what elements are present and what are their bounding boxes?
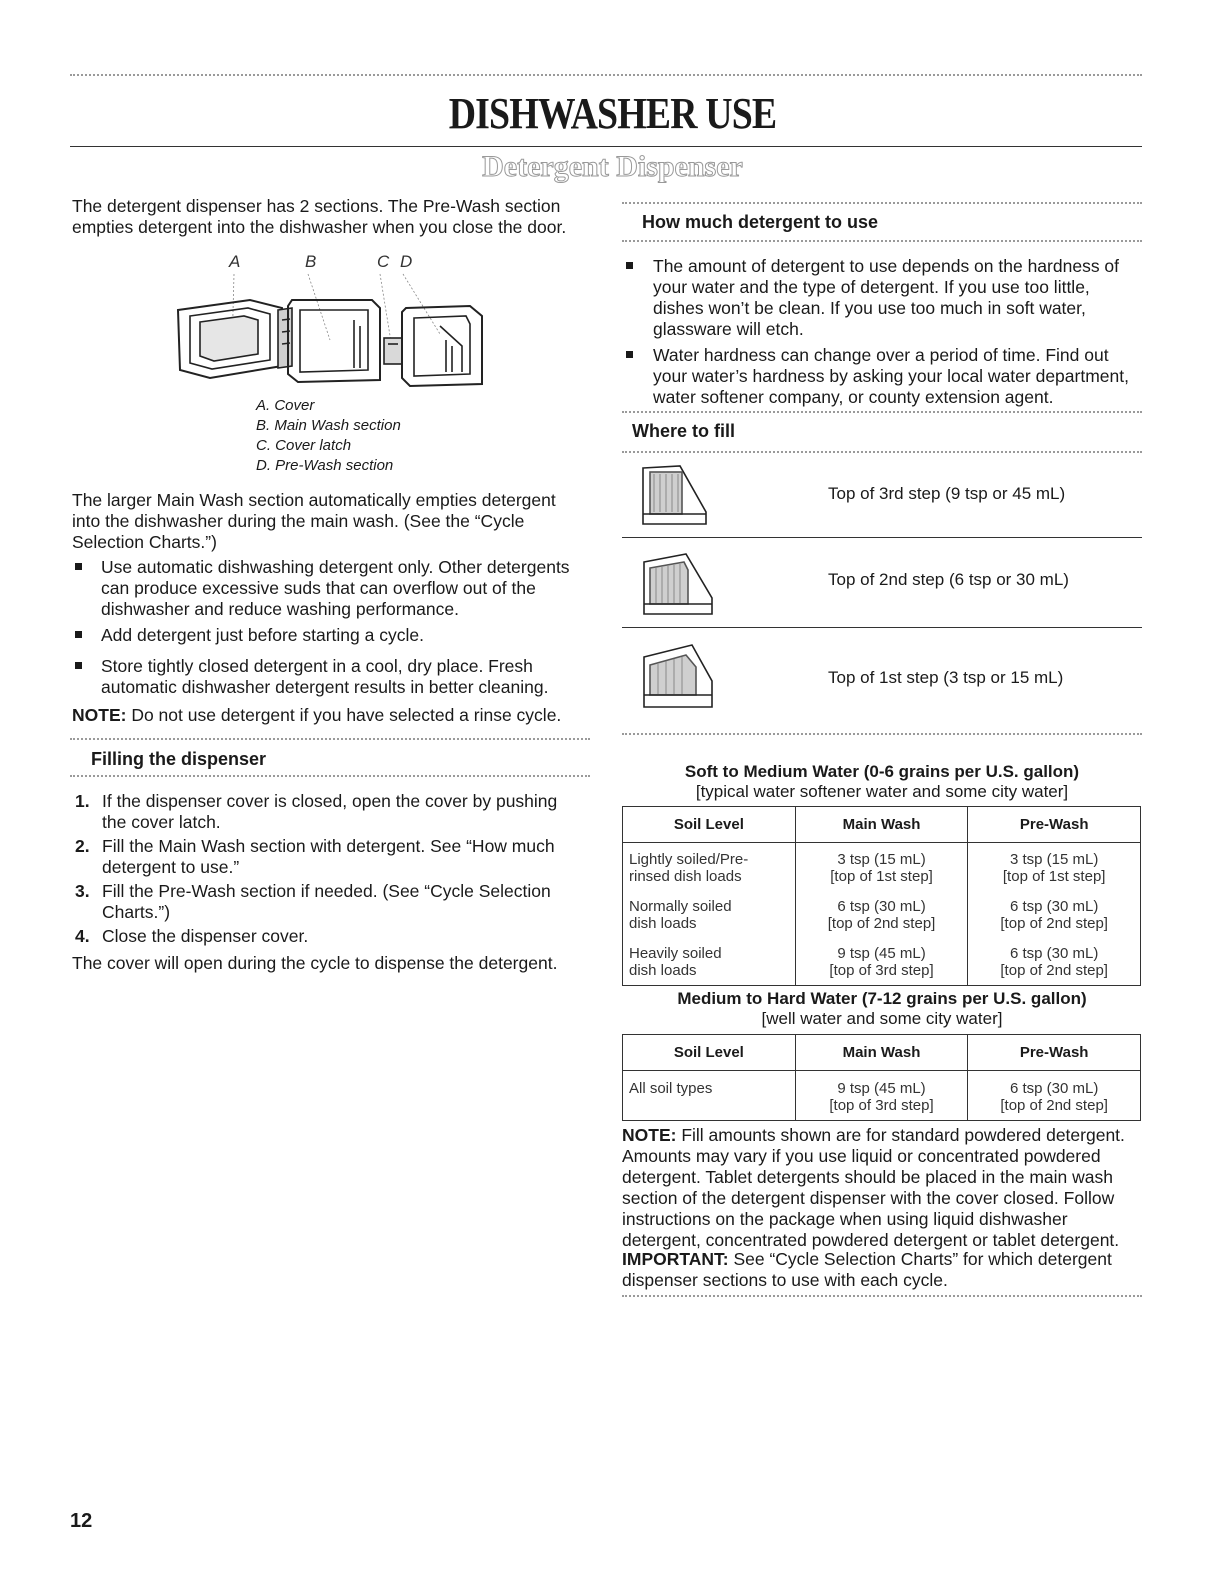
table-row <box>623 843 1141 889</box>
table-cell: Lightly soiled/Pre- rinsed dish loads <box>623 843 796 889</box>
note-label: NOTE: <box>622 1125 677 1145</box>
bullet-marker <box>75 563 82 570</box>
step-text: Close the dispenser cover. <box>102 926 309 946</box>
filling-bottom-rule <box>70 775 590 777</box>
fill-divider <box>622 627 1142 628</box>
table-header-row <box>623 807 1141 843</box>
table-header-cell: Main Wash <box>795 1035 968 1071</box>
section-title: Detergent Dispenser <box>482 150 743 183</box>
fill-level-1-label: Top of 1st step (3 tsp or 15 mL) <box>828 668 1064 687</box>
caption-pre-wash: D. Pre-Wash section <box>256 457 394 474</box>
table-cell: Heavily soiled dish loads <box>623 935 796 986</box>
where-end-rule <box>622 733 1142 735</box>
fill-level-2-label: Top of 2nd step (6 tsp or 30 mL) <box>828 570 1069 589</box>
note-text: Fill amounts shown are for standard powdered detergent. Amounts may vary if you use liquid or concentrated powdered detergent. Tablet detergents should be placed in the main wash section of the detergent dispenser with the cover closed. Follow instructions on the package when using liquid dishwasher detergent, concentrated powdered detergent or tablet detergent. <box>622 1125 1125 1250</box>
right-note <box>622 1125 1142 1251</box>
how-much-bottom-rule <box>622 240 1142 242</box>
table-cell: 6 tsp (30 mL) [top of 2nd step] <box>968 1071 1141 1121</box>
table-cell: 3 tsp (15 mL) [top of 1st step] <box>968 843 1141 889</box>
step-number: 3. <box>75 881 90 901</box>
fill-level-3-label: Top of 3rd step (9 tsp or 45 mL) <box>828 484 1066 503</box>
note-text: Do not use detergent if you have selected a rinse cycle. <box>126 705 562 725</box>
intro-paragraph: The detergent dispenser has 2 sections. The Pre-Wash section empties detergent into the dishwasher when you close the door. <box>72 196 567 237</box>
where-top-rule <box>622 411 1142 413</box>
hard-water-subheading: [well water and some city water] <box>761 1009 1003 1028</box>
bullet-marker <box>75 631 82 638</box>
table-cell: 3 tsp (15 mL) [top of 1st step] <box>795 843 968 889</box>
step-number: 4. <box>75 926 90 946</box>
where-heading: Where to fill <box>632 421 735 441</box>
step-number: 2. <box>75 836 90 856</box>
table-cell: 9 tsp (45 mL) [top of 3rd step] <box>795 1071 968 1121</box>
soft-water-table <box>622 806 1141 986</box>
table-cell: All soil types <box>623 1071 796 1121</box>
step-text: Fill the Pre-Wash section if needed. (See “Cycle Selection Charts.”) <box>102 881 551 922</box>
bullet-detergent-type: Use automatic dishwashing detergent only. Other detergents can produce excessive suds that can overflow out of the dishwasher and reduce washing performance. <box>101 557 570 619</box>
table-cell: 6 tsp (30 mL) [top of 2nd step] <box>968 935 1141 986</box>
soft-water-heading: Soft to Medium Water (0-6 grains per U.S. gallon) <box>684 762 1080 781</box>
main-wash-paragraph: The larger Main Wash section automatically empties detergent into the dishwasher during the main wash. (See the “Cycle Selection Charts.”) <box>72 490 556 552</box>
fill-level-2-icon <box>640 548 720 618</box>
table-row <box>623 935 1141 986</box>
title-rule <box>70 146 1142 147</box>
filling-top-rule <box>70 738 590 740</box>
table-header-cell: Pre-Wash <box>968 807 1141 843</box>
bullet-marker <box>626 262 633 269</box>
fill-divider <box>622 537 1142 538</box>
important-note <box>622 1249 1142 1291</box>
bullet-add-detergent: Add detergent just before starting a cycle. <box>101 625 424 645</box>
soft-water-subheading: [typical water softener water and some city water] <box>695 782 1069 801</box>
bullet-water-hardness-change: Water hardness can change over a period of time. Find out your water’s hardness by asking your local water department, water softener company, or county extension agent. <box>653 345 1129 407</box>
bullet-marker <box>75 662 82 669</box>
table-row <box>623 1071 1141 1121</box>
table-header-cell: Main Wash <box>795 807 968 843</box>
fill-level-1-icon <box>640 637 720 711</box>
where-bottom-rule <box>622 451 1142 453</box>
diagram-letter-a: A <box>229 252 241 271</box>
table-header-cell: Soil Level <box>623 1035 796 1071</box>
how-much-heading: How much detergent to use <box>642 212 879 232</box>
filling-heading: Filling the dispenser <box>91 749 267 769</box>
table-cell: 6 tsp (30 mL) [top of 2nd step] <box>795 888 968 935</box>
bullet-marker <box>626 351 633 358</box>
hard-water-table <box>622 1034 1141 1121</box>
caption-cover: A. Cover <box>256 397 315 414</box>
table-header-cell: Soil Level <box>623 807 796 843</box>
dispenser-illustration <box>170 270 490 395</box>
table-row <box>623 888 1141 935</box>
diagram-letter-d: D <box>400 252 413 271</box>
table-header-cell: Pre-Wash <box>968 1035 1141 1071</box>
important-label: IMPORTANT: <box>622 1249 729 1269</box>
step-text: Fill the Main Wash section with detergent. See “How much detergent to use.” <box>102 836 555 877</box>
table-header-row <box>623 1035 1141 1071</box>
caption-cover-latch: C. Cover latch <box>256 437 352 454</box>
closing-paragraph: The cover will open during the cycle to dispense the detergent. <box>72 953 558 973</box>
left-note <box>72 705 592 726</box>
important-text: See “Cycle Selection Charts” for which detergent dispenser sections to use with each cycle. <box>622 1249 1112 1290</box>
how-much-top-rule <box>622 202 1142 204</box>
caption-main-wash: B. Main Wash section <box>256 417 401 434</box>
diagram-letter-c: C <box>377 252 390 271</box>
fill-level-3-icon <box>640 462 715 528</box>
page-number: 12 <box>70 1510 93 1532</box>
diagram-letter-b: B <box>305 252 317 271</box>
top-dotted-rule <box>70 74 1142 76</box>
right-end-rule <box>622 1295 1142 1297</box>
table-cell: 9 tsp (45 mL) [top of 3rd step] <box>795 935 968 986</box>
bullet-store-detergent: Store tightly closed detergent in a cool, dry place. Fresh automatic dishwasher detergent results in better cleaning. <box>101 656 549 697</box>
step-number: 1. <box>75 791 90 811</box>
table-cell: Normally soiled dish loads <box>623 888 796 935</box>
table-cell: 6 tsp (30 mL) [top of 2nd step] <box>968 888 1141 935</box>
bullet-water-hardness-amount: The amount of detergent to use depends on the hardness of your water and the type of detergent. If you use too little, dishes won’t be clean. If you use too much in soft water, glassware will etch. <box>653 256 1120 339</box>
hard-water-heading: Medium to Hard Water (7-12 grains per U.S. gallon) <box>677 989 1087 1008</box>
step-text: If the dispenser cover is closed, open the cover by pushing the cover latch. <box>102 791 558 832</box>
page-title: DISHWASHER USE <box>448 89 777 138</box>
note-label: NOTE: <box>72 705 127 725</box>
